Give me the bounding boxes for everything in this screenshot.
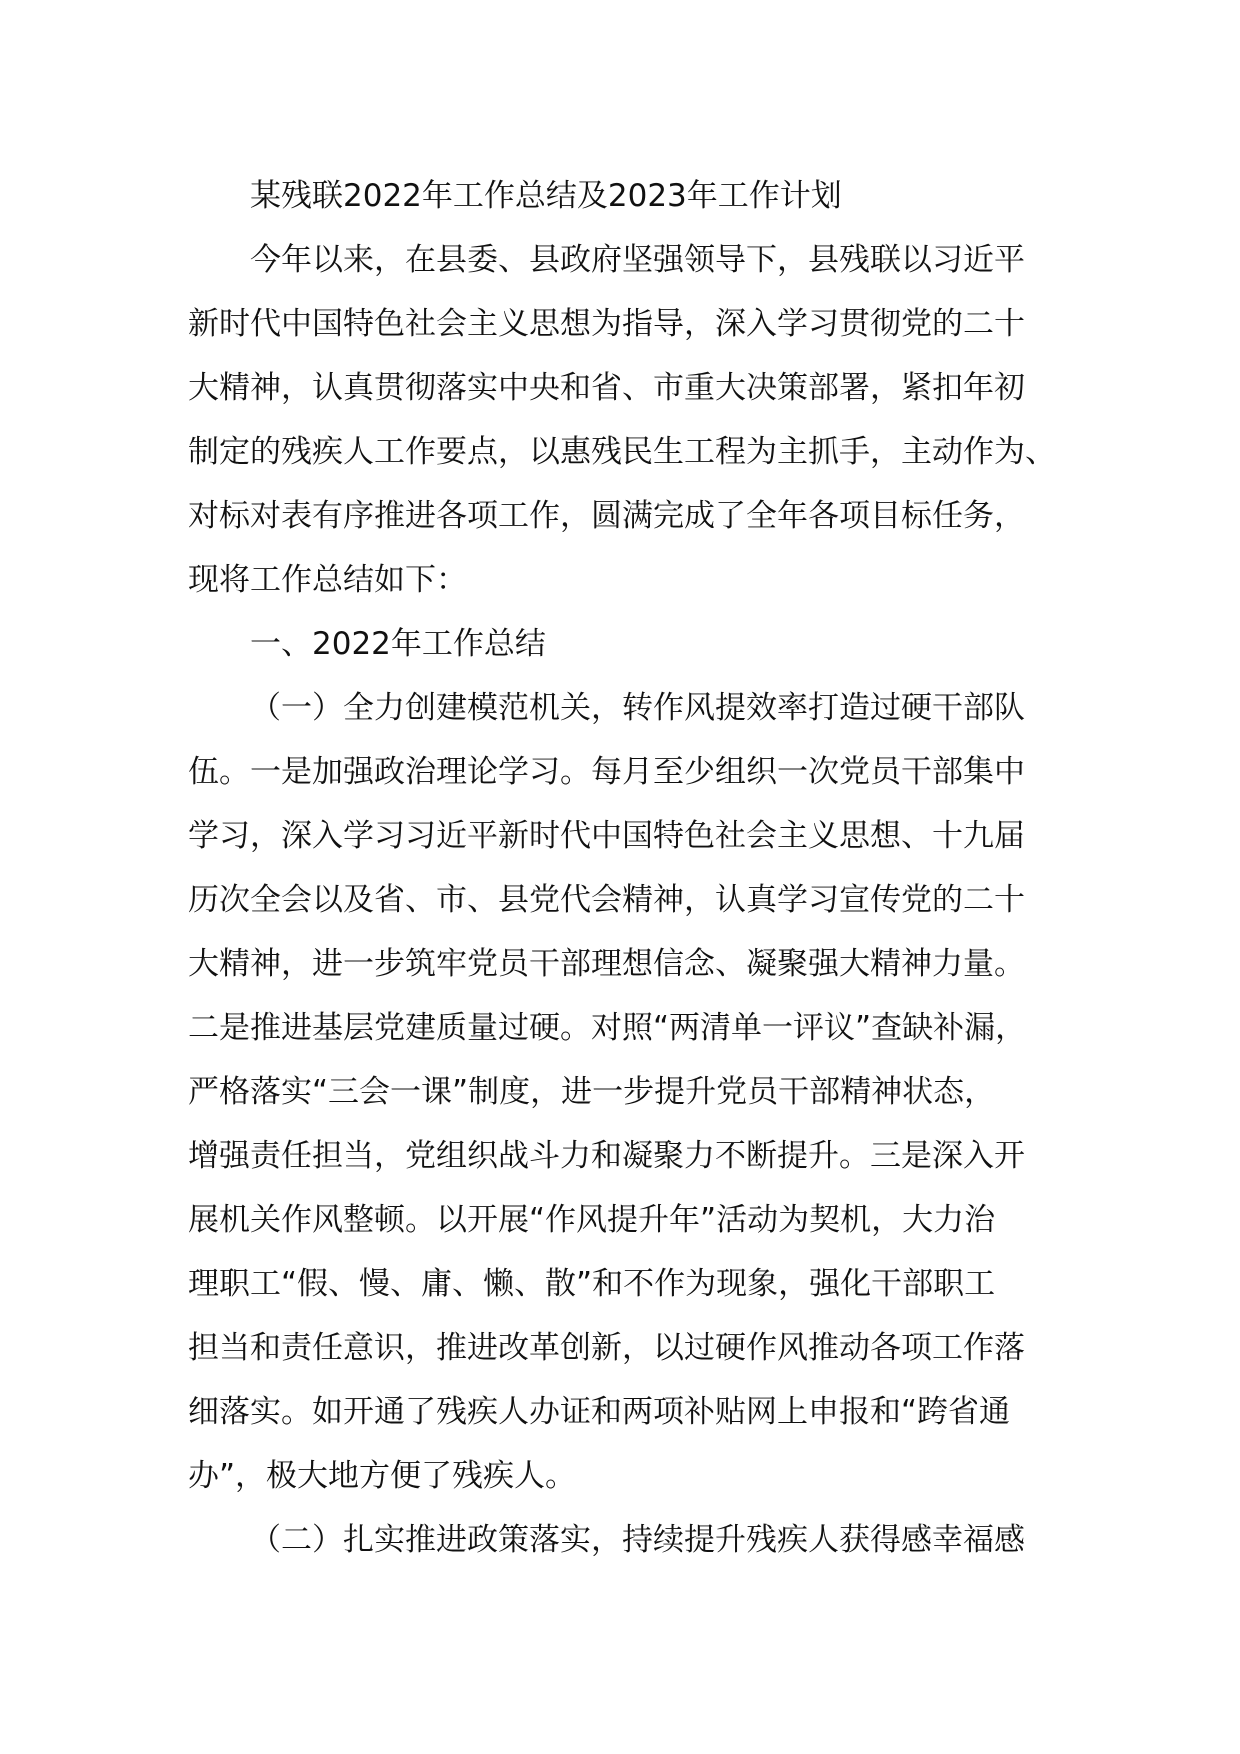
paragraph-line: 增强责任担当，党组织战斗力和凝聚力不断提升。三是深入开	[188, 1138, 1025, 1174]
subsection-heading-line: （一）全力创建模范机关，转作风提效率打造过硬干部队	[250, 690, 1025, 726]
paragraph-line: 严格落实“三会一课”制度，进一步提升党员干部精神状态，	[188, 1074, 996, 1110]
paragraph-line: 伍。一是加强政治理论学习。每月至少组织一次党员干部集中	[188, 754, 1025, 790]
paragraph-line: 现将工作总结如下：	[188, 562, 467, 598]
paragraph-line: 历次全会以及省、市、县党代会精神，认真学习宣传党的二十	[188, 882, 1025, 918]
paragraph-line: 大精神，认真贯彻落实中央和省、市重大决策部署，紧扣年初	[188, 370, 1025, 406]
paragraph-line: 大精神，进一步筑牢党员干部理想信念、凝聚强大精神力量。	[188, 946, 1025, 982]
document-title: 某残联2022年工作总结及2023年工作计划	[250, 178, 842, 214]
document-body	[188, 172, 1056, 1572]
paragraph-line: 今年以来，在县委、县政府坚强领导下，县残联以习近平	[250, 242, 1025, 278]
subsection-heading-line: （二）扎实推进政策落实，持续提升残疾人获得感幸福感	[250, 1522, 1025, 1558]
paragraph-line: 办”，极大地方便了残疾人。	[188, 1458, 577, 1494]
paragraph-line: 展机关作风整顿。以开展“作风提升年”活动为契机，大力治	[188, 1202, 996, 1238]
paragraph-line: 制定的残疾人工作要点，以惠残民生工程为主抓手，主动作为、	[188, 434, 1056, 470]
paragraph-line: 细落实。如开通了残疾人办证和两项补贴网上申报和“跨省通	[188, 1394, 1011, 1430]
paragraph-line: 对标对表有序推进各项工作，圆满完成了全年各项目标任务，	[188, 498, 1025, 534]
paragraph-line: 学习，深入学习习近平新时代中国特色社会主义思想、十九届	[188, 818, 1025, 854]
paragraph-line: 理职工“假、慢、庸、懒、散”和不作为现象，强化干部职工	[188, 1266, 996, 1302]
paragraph-line: 新时代中国特色社会主义思想为指导，深入学习贯彻党的二十	[188, 306, 1025, 342]
paragraph-line: 二是推进基层党建质量过硬。对照“两清单一评议”查缺补漏，	[188, 1010, 1027, 1046]
paragraph-line: 担当和责任意识，推进改革创新，以过硬作风推动各项工作落	[188, 1330, 1025, 1366]
section-heading: 一、2022年工作总结	[250, 626, 546, 662]
